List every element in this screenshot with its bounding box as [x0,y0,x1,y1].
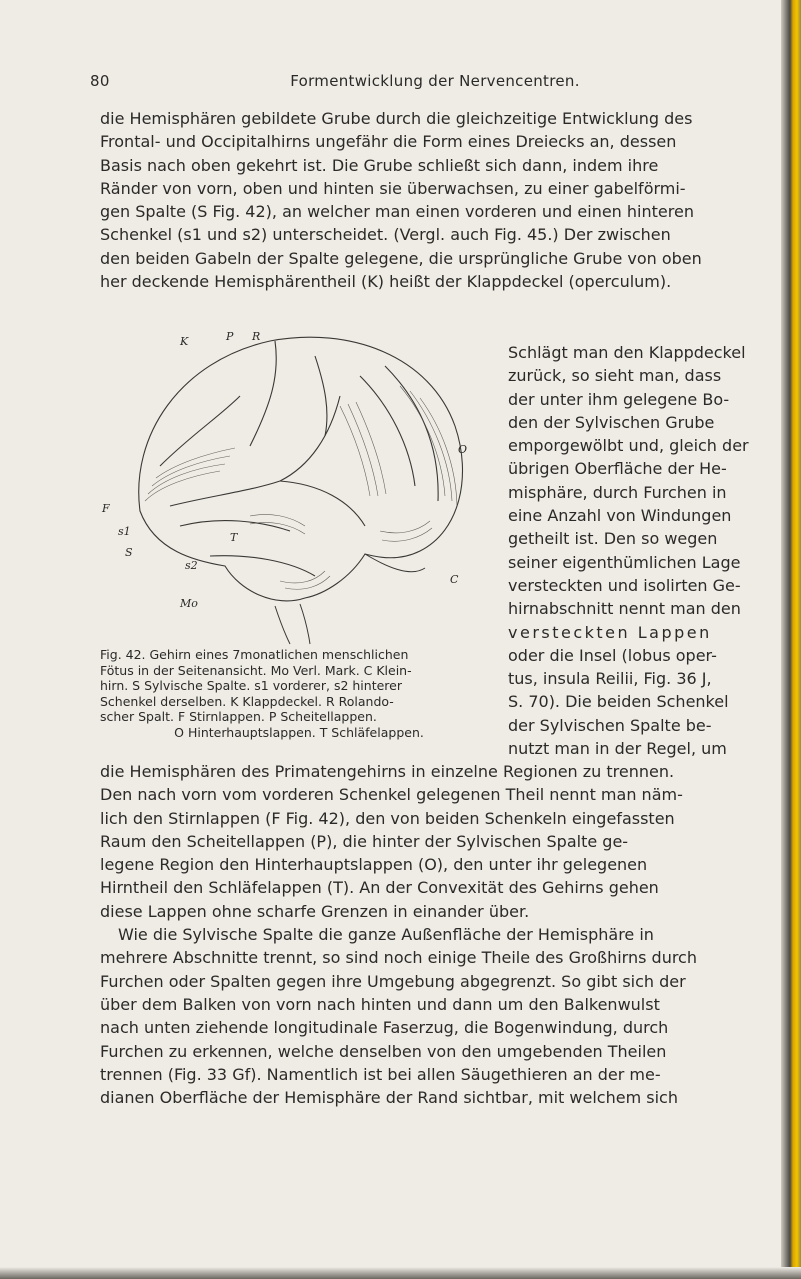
label-o: O [458,443,468,456]
text-line: hirnabschnitt nennt man den [508,599,741,619]
text-line: Furchen zu erkennen, welche denselben von den umgebenden Theilen [100,1041,667,1061]
text-line: tus, insula Reilii, Fig. 36 J, [508,669,712,689]
label-p: P [226,330,234,343]
sylvian-posterior-branch [280,481,365,526]
text-line: der unter ihm gelegene Bo- [508,389,730,409]
text-line: die Hemisphären gebildete Grube durch die gleichzeitige Entwicklung des [100,109,693,128]
label-s2: s2 [185,559,198,572]
figure-caption [100,647,498,740]
page-edge-right [781,0,801,1279]
caption-line: Fig. 42. Gehirn eines 7monatlichen menschlichen [100,647,409,662]
text-line: versteckten Lappen [508,622,712,642]
caption-line: hirn. S Sylvische Spalte. s1 vorderer, s2 hinterer [100,678,402,693]
caption-line: Schenkel derselben. K Klappdeckel. R Rolando- [100,693,394,709]
text-line: Raum den Scheitellappen (P), die hinter der Sylvischen Spalte ge- [100,831,629,851]
text-line: Schenkel (s1 und s2) unterscheidet. (Vergl. auch Fig. 45.) Der zwischen [100,225,671,245]
label-r: R [252,330,261,343]
text-line: Frontal- und Occipitalhirns ungefähr die Form eines Dreiecks an, dessen [100,132,677,152]
text-line: getheilt ist. Den so wegen [508,529,718,549]
cerebellum-outline [365,554,425,572]
page-edge-bottom [0,1267,801,1279]
label-k: K [180,335,189,348]
brain-illustration [100,316,500,646]
text-line: nach unten ziehende longitudinale Faserzug, die Bogenwindung, durch [100,1018,669,1038]
label-c: C [450,573,459,586]
text-line: misphäre, durch Furchen in [508,482,727,502]
text-line: über dem Balken von vorn nach hinten und dann um den Balkenwulst [100,994,660,1014]
text-line: versteckten und isolirten Ge- [508,575,741,595]
sylvian-fissure [170,396,340,506]
text-line: Furchen oder Spalten gegen ihre Umgebung abgegrenzt. So gibt sich der [100,971,686,991]
brain-figure [100,316,500,646]
text-line: Hirntheil den Schläfelappen (T). An der Convexität des Gehirns gehen [100,878,659,898]
label-s: S [125,546,133,559]
text-line: mehrere Abschnitte trennt, so sind noch einige Theile des Großhirns durch [100,948,697,968]
text-line: den beiden Gabeln der Spalte gelegene, die ursprüngliche Grube von oben [100,248,702,268]
label-t: T [230,531,238,544]
text-line: der Sylvischen Spalte be- [508,715,712,735]
page-number: 80 [90,72,110,90]
text-line: Den nach vorn vom vorderen Schenkel gelegenen Theil nennt man näm- [100,785,683,805]
caption-line: Fötus in der Seitenansicht. Mo Verl. Mark. C Klein- [100,662,412,678]
text-line: Schlägt man den Klappdeckel [508,343,746,362]
running-head: Formentwicklung der Nervencentren. [290,72,580,90]
text-line: gen Spalte (S Fig. 42), an welcher man einen vorderen und einen hinteren [100,202,694,222]
label-s1: s1 [118,525,131,538]
label-f: F [102,502,110,515]
text-line: her deckende Hemisphärentheil (K) heißt der Klappdeckel (operculum). [100,272,672,292]
text-line: eine Anzahl von Windungen [508,506,732,526]
text-line: lich den Stirnlappen (F Fig. 42), den von beiden Schenkeln eingefassten [100,808,675,828]
text-line: Ränder von vorn, oben und hinten sie überwachsen, zu einer gabelförmi- [100,178,686,198]
text-line: legene Region den Hinterhauptslappen (O), den unter ihr gelegenen [100,855,648,875]
caption-line: scher Spalt. F Stirnlappen. P Scheitellappen. [100,709,377,724]
side-text [508,341,780,760]
label-mo: Mo [180,597,198,610]
text-line: trennen (Fig. 33 Gf). Namentlich ist bei allen Säugethieren an der me- [100,1064,661,1084]
text-line: nutzt man in der Regel, um [508,739,727,759]
text-line: übrigen Oberfläche der He- [508,459,727,479]
paragraph-2-3 [100,760,780,1109]
text-line: oder die Insel (lobus oper- [508,645,717,665]
text-line: diese Lappen ohne scharfe Grenzen in einander über. [100,901,530,921]
text-line: die Hemisphären des Primatengehirns in einzelne Regionen zu trennen. [100,762,675,781]
text-line: Wie die Sylvische Spalte die ganze Außenfläche der Hemisphäre in [118,925,654,945]
text-line: zurück, so sieht man, dass [508,366,722,386]
caption-line: O Hinterhauptslappen. T Schläfelappen. [174,724,424,740]
text-line: emporgewölbt und, gleich der [508,436,749,456]
text-line: seiner eigenthümlichen Lage [508,552,741,572]
text-line: den der Sylvischen Grube [508,412,715,432]
paragraph-1 [100,107,780,293]
text-line: dianen Oberfläche der Hemisphäre der Rand sichtbar, mit welchem sich [100,1088,678,1108]
medulla-outline [275,604,310,644]
text-line: Basis nach oben gekehrt ist. Die Grube schließt sich dann, indem ihre [100,155,659,175]
rolandic-fissure [250,341,276,446]
text-line: S. 70). Die beiden Schenkel [508,692,729,712]
